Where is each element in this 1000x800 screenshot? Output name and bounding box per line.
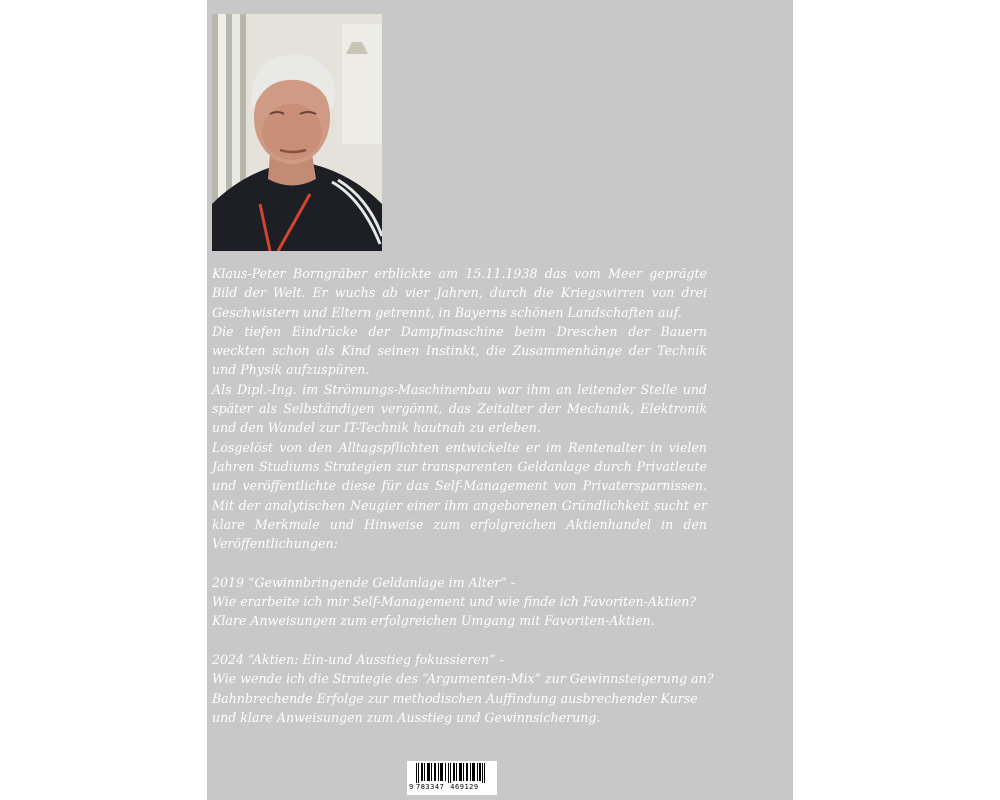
- bio-paragraphs: [212, 264, 707, 553]
- isbn-barcode: [407, 761, 497, 795]
- publication-line: Klare Anweisungen zum erfolgreichen Umgang mit Favoriten-Aktien.: [212, 613, 655, 629]
- publication-2019: [212, 573, 707, 631]
- barcode-first-digit: 9: [409, 783, 414, 791]
- barcode-group-2: 469129: [450, 783, 479, 791]
- author-photo: [212, 14, 382, 251]
- bio-paragraph: Losgelöst von den Alltagspflichten entwickelte er im Rentenalter in vielen Jahren Studiums Strategien zur transparenten Geldanlage durch Privatleute und veröffentlichte diese für das Self-Management von Privatersparnissen. Mit der analytischen Neugier einer ihm angeborenen Gründlichkeit sucht er klare Merkmale und Hinweise zum erfolgreichen Aktienhandel in den Veröffentlichungen:: [212, 439, 707, 552]
- bio-paragraph: Klaus-Peter Borngräber erblickte am 15.11.1938 das vom Meer geprägte Bild der Welt. Er wuchs ab vier Jahren, durch die Kriegswirren von drei Geschwistern und Eltern getrennt, in Bayerns schönen Landschaften auf.: [212, 266, 707, 320]
- publication-title: 2024 “Aktien: Ein-und Ausstieg fokussieren” -: [212, 651, 504, 667]
- publication-line: Wie wende ich die Strategie des “Argumenten-Mix” zur Gewinnsteigerung an?: [212, 671, 714, 687]
- barcode-group-1: 783347: [416, 783, 445, 791]
- book-back-cover: [207, 0, 793, 800]
- publication-line: Wie erarbeite ich mir Self-Management und wie finde ich Favoriten-Aktien?: [212, 594, 697, 610]
- publication-line: und klare Anweisungen zum Ausstieg und Gewinnsicherung.: [212, 709, 601, 725]
- author-biography: [212, 264, 714, 727]
- publication-line: Bahnbrechende Erfolge zur methodischen Auffindung ausbrechender Kurse: [212, 690, 698, 706]
- barcode-digits: [416, 783, 485, 791]
- publication-2024: [212, 650, 714, 727]
- bio-paragraph: Die tiefen Eindrücke der Dampfmaschine beim Dreschen der Bauern weckten schon als Kind seinen Instinkt, die Zusammenhänge der Technik und Physik aufzuspüren.: [212, 323, 707, 378]
- bio-paragraph: Als Dipl.-Ing. im Strömungs-Maschinenbau war ihm an leitender Stelle und später als Selbständigen vergönnt, das Zeitalter der Mechanik, Elektronik und den Wandel zur IT-Technik hautnah zu erleben.: [212, 381, 707, 436]
- publication-title: 2019 “Gewinnbringende Geldanlage im Alter” -: [212, 574, 516, 590]
- barcode-bars: [410, 763, 494, 783]
